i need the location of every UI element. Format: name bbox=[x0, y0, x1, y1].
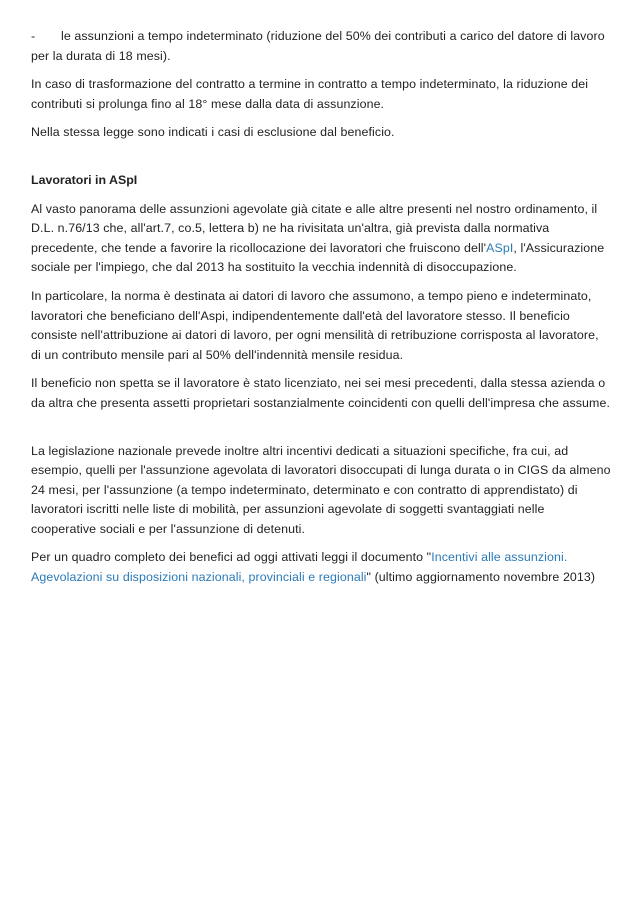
aspi-link[interactable]: ASpI bbox=[486, 240, 514, 255]
bullet-paragraph bbox=[31, 27, 611, 66]
paragraph-panorama-text-start: Al vasto panorama delle assunzioni agevolate già citate e alle altre presenti nel nostro ordinamento, il D.L. n.76/13 che, all'art.7, co.5, lettera b) ne ha rivisitata un'altra, già prevista dalla normativa precedente, che tende a favorire la ricollocazione dei lavoratori che fruiscono dell' bbox=[31, 201, 598, 255]
paragraph-quadro-text-start: Per un quadro completo dei benefici ad oggi attivati leggi il documento " bbox=[31, 550, 432, 565]
paragraph-esclusione: Nella stessa legge sono indicati i casi di esclusione dal beneficio. bbox=[31, 125, 395, 140]
paragraph-legislazione: La legislazione nazionale prevede inoltre altri incentivi dedicati a situazioni specifiche, fra cui, ad esempio, quelli per l'assunzione agevolata di lavoratori disoccupati di lunga durata o in CIGS da almeno 24 mesi, per l'assunzione (a tempo indeterminato, determinato e con contratto di apprendistato) di lavoratori iscritti nelle liste di mobilità, per assunzioni agevolate di soggetti svantaggiati nelle cooperative sociali e per l'assunzione di detenuti. bbox=[31, 443, 611, 536]
paragraph-quadro bbox=[31, 548, 611, 587]
incentivi-document-link[interactable]: Incentivi alle assunzioni. Agevolazioni su disposizioni nazionali, provinciali e regionali bbox=[31, 550, 568, 585]
paragraph-particolare: In particolare, la norma è destinata ai datori di lavoro che assumono, a tempo pieno e indeterminato, lavoratori che beneficiano dell'Aspi, indipendentemente dall'età del lavoratore stesso. Il beneficio consiste nell'attribuzione ai datori di lavoro, per ogni mensilità di retribuzione corrisposta al lavoratore, di un contributo mensile pari al 50% dell'indennità mensile residua. bbox=[31, 288, 599, 362]
bullet-dash: - bbox=[31, 29, 36, 43]
document-body bbox=[31, 27, 611, 588]
bullet-text: le assunzioni a tempo indeterminato (riduzione del 50% dei contributi a carico del datore di lavoro per la durata di 18 mesi). bbox=[31, 29, 605, 63]
paragraph-panorama-text-end: , l'Assicurazione sociale per l'impiego, che dal 2013 ha sostituito la vecchia indennità di disoccupazione. bbox=[31, 240, 605, 275]
paragraph-quadro-text-end: " (ultimo aggiornamento novembre 2013) bbox=[366, 570, 596, 585]
paragraph-trasformazione: In caso di trasformazione del contratto a termine in contratto a tempo indeterminato, la riduzione dei contributi si prolunga fino al 18° mese dalla data di assunzione. bbox=[31, 77, 589, 111]
paragraph-panorama bbox=[31, 200, 611, 278]
section-heading: Lavoratori in ASpI bbox=[31, 172, 138, 187]
paragraph-beneficio: Il beneficio non spetta se il lavoratore è stato licenziato, nei sei mesi precedenti, dalla stessa azienda o da altra che presenta assetti proprietari sostanzialmente coincidenti con quelli dell'impresa che assume. bbox=[31, 376, 611, 410]
